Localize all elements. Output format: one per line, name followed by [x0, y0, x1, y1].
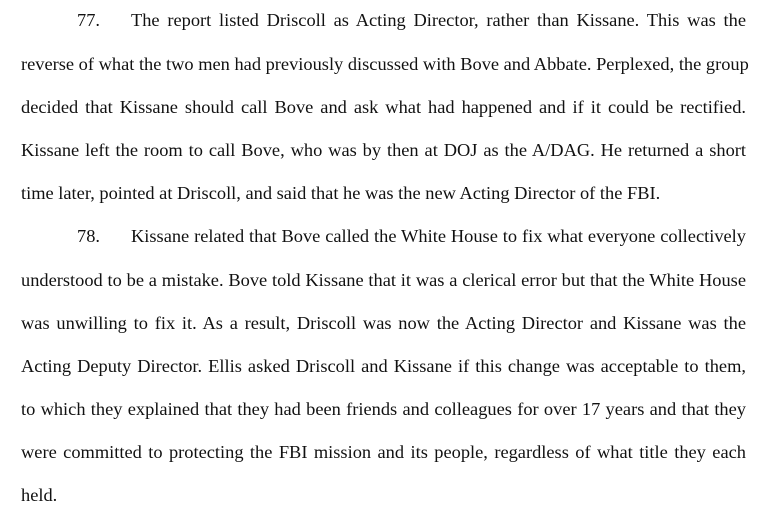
paragraph-number: 78. [77, 226, 100, 246]
paragraph-line: understood to be a mistake. Bove told Kissane that it was a clerical error but that the White House [21, 270, 746, 290]
paragraph-line: to which they explained that they had been friends and colleagues for over 17 years and that they [21, 399, 746, 419]
document-page [21, 0, 749, 507]
paragraph-line: was unwilling to fix it. As a result, Driscoll was now the Acting Director and Kissane was the [21, 313, 746, 333]
paragraph-line: held. [21, 485, 58, 505]
line-text: Kissane related that Bove called the White House to fix what everyone collectively [131, 226, 746, 246]
paragraph-line [21, 224, 746, 248]
line-text: The report listed Driscoll as Acting Director, rather than Kissane. This was the [131, 10, 746, 30]
paragraph-line: time later, pointed at Driscoll, and said that he was the new Acting Director of the FBI. [21, 183, 661, 203]
paragraph-line: Acting Deputy Director. Ellis asked Driscoll and Kissane if this change was acceptable to them, [21, 356, 746, 376]
paragraph-line: reverse of what the two men had previously discussed with Bove and Abbate. Perplexed, the group [21, 54, 749, 74]
paragraph-line: Kissane left the room to call Bove, who was by then at DOJ as the A/DAG. He returned a short [21, 140, 746, 160]
paragraph-line [21, 8, 746, 32]
paragraph-line: were committed to protecting the FBI mission and its people, regardless of what title they each [21, 442, 746, 462]
paragraph-number: 77. [77, 10, 100, 30]
paragraph-line: decided that Kissane should call Bove and ask what had happened and if it could be rectified. [21, 97, 746, 117]
